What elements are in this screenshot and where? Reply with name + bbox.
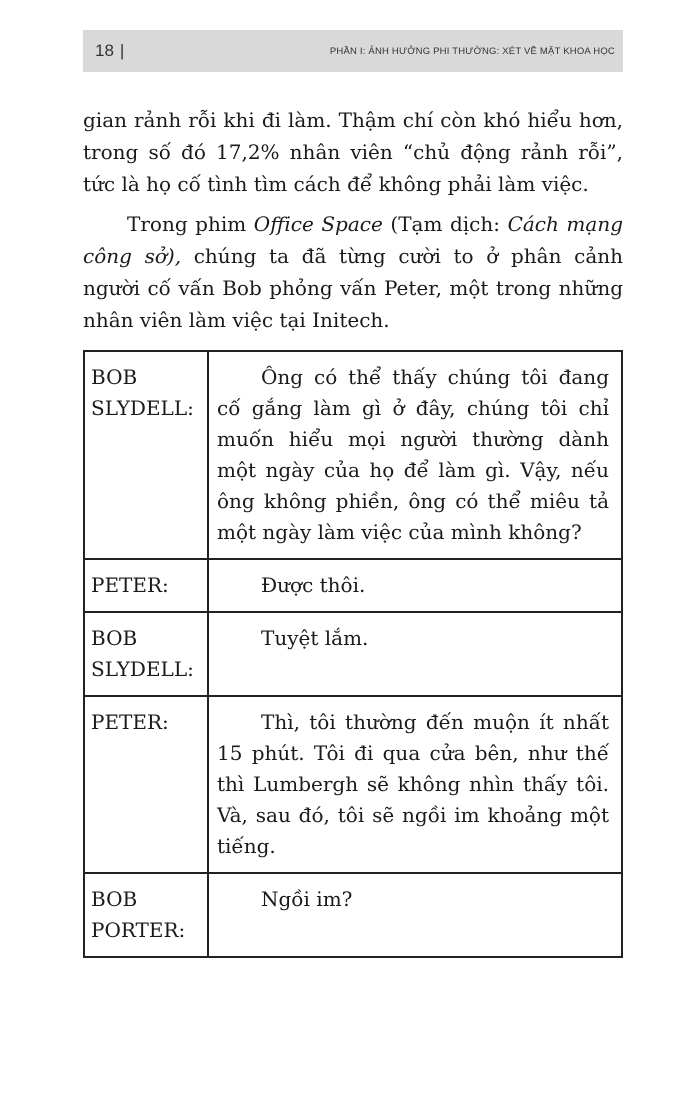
- dialogue-row: [84, 612, 622, 696]
- dialogue-row: [84, 873, 622, 957]
- film-title: Office Space: [253, 212, 383, 236]
- film-translation: Cách mạng công sở),: [83, 212, 624, 268]
- dialogue-row: [84, 696, 622, 873]
- running-head: PHẦN I: ẢNH HƯỞNG PHI THƯỜNG: XÉT VỀ MẶT KHOA HỌC: [329, 45, 615, 57]
- dialogue-row: [84, 351, 622, 559]
- line-cell: Ông có thể thấy chúng tôi đang cố gắng làm gì ở đây, chúng tôi chỉ muốn hiểu mọi người thường dành một ngày của họ để làm gì. Vậy, nếu ông không phiền, ông có thể miêu tả một ngày làm việc của mình không?: [208, 351, 622, 559]
- speaker-cell: BOB SLYDELL:: [84, 351, 208, 559]
- body-text: [83, 104, 623, 344]
- line-cell: Thì, tôi thường đến muộn ít nhất 15 phút. Tôi đi qua cửa bên, như thế thì Lumbergh sẽ không nhìn thấy tôi. Và, sau đó, tôi sẽ ngồi im khoảng một tiếng.: [208, 696, 622, 873]
- page-number-value: 18: [95, 41, 114, 60]
- speaker-cell: BOB PORTER:: [84, 873, 208, 957]
- speaker-cell: PETER:: [84, 559, 208, 612]
- page-header: [83, 30, 623, 72]
- paragraph-2-middle: (Tạm dịch:: [382, 212, 508, 236]
- line-cell: Tuyệt lắm.: [208, 612, 622, 696]
- paragraph-2: [83, 208, 623, 336]
- paragraph-2-end: chúng ta đã từng cười to ở phân cảnh người cố vấn Bob phỏng vấn Peter, một trong những nhân viên làm việc tại Initech.: [83, 244, 623, 332]
- speaker-cell: PETER:: [84, 696, 208, 873]
- paragraph-1: gian rảnh rỗi khi đi làm. Thậm chí còn khó hiểu hơn, trong số đó 17,2% nhân viên “chủ động rảnh rỗi”, tức là họ cố tình tìm cách để không phải làm việc.: [83, 108, 623, 196]
- header-separator: |: [119, 41, 125, 60]
- speaker-cell: BOB SLYDELL:: [84, 612, 208, 696]
- dialogue-row: [84, 559, 622, 612]
- paragraph-2-start: Trong phim: [127, 212, 254, 236]
- line-cell: Được thôi.: [208, 559, 622, 612]
- page-number: [95, 41, 124, 61]
- line-cell: Ngồi im?: [208, 873, 622, 957]
- dialogue-table: [83, 350, 623, 958]
